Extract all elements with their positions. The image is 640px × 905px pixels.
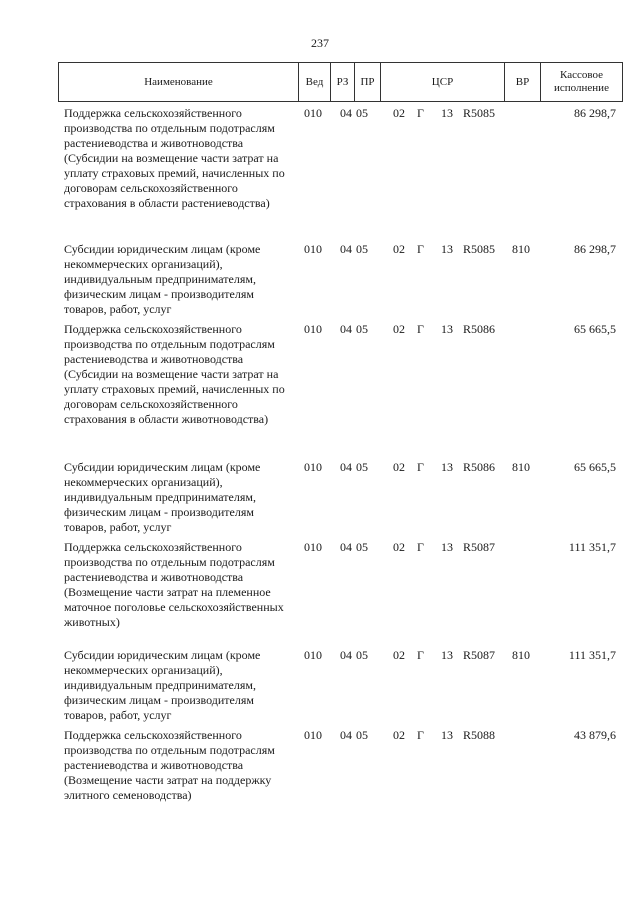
row-amount: 86 298,7 <box>574 242 616 256</box>
row-ved: 010 <box>304 728 322 742</box>
row-csr-3: 13 <box>441 540 453 554</box>
row-amount: 111 351,7 <box>568 540 616 554</box>
row-rz: 04 <box>340 728 352 742</box>
row-csr-2: Г <box>417 322 424 336</box>
row-rz: 04 <box>340 106 352 120</box>
row-pr: 05 <box>356 728 368 742</box>
row-rz: 04 <box>340 242 352 256</box>
row-vr: 810 <box>512 460 530 474</box>
row-ved: 010 <box>304 540 322 554</box>
row-amount: 86 298,7 <box>574 106 616 120</box>
row-csr-1: 02 <box>393 106 405 120</box>
row-pr: 05 <box>356 540 368 554</box>
header-rz: РЗ <box>331 63 355 101</box>
row-csr-1: 02 <box>393 728 405 742</box>
header-csr: ЦСР <box>381 63 505 101</box>
row-name: Поддержка сельскохозяйственного производства по отдельным подотраслям растениеводства и животноводства (Возмещение части затрат на племенное маточное поголовье сельскохозяйственных животных) <box>64 540 284 629</box>
row-csr-4: R5086 <box>463 460 496 474</box>
row-csr-3: 13 <box>441 728 453 742</box>
row-pr: 05 <box>356 106 368 120</box>
header-pr: ПР <box>355 63 381 101</box>
row-csr-2: Г <box>417 106 424 120</box>
row-amount: 43 879,6 <box>574 728 616 742</box>
row-pr: 05 <box>356 648 368 662</box>
row-ved: 010 <box>304 322 322 336</box>
row-name: Субсидии юридическим лицам (кроме некоммерческих организаций), индивидуальным предпринимателям, физическим лицам - производителям товаров, работ, услуг <box>64 648 261 722</box>
row-vr: 810 <box>512 242 530 256</box>
row-csr-3: 13 <box>441 648 453 662</box>
row-csr-4: R5087 <box>463 648 496 662</box>
row-pr: 05 <box>356 242 368 256</box>
row-csr-4: R5085 <box>463 106 496 120</box>
table-header <box>58 62 623 102</box>
row-csr-4: R5086 <box>463 322 496 336</box>
row-csr-1: 02 <box>393 460 405 474</box>
row-csr-2: Г <box>417 540 424 554</box>
row-ved: 010 <box>304 242 322 256</box>
row-ved: 010 <box>304 106 322 120</box>
page-number: 237 <box>311 36 329 50</box>
row-pr: 05 <box>356 322 368 336</box>
row-csr-2: Г <box>417 648 424 662</box>
row-vr: 810 <box>512 648 530 662</box>
row-csr-1: 02 <box>393 242 405 256</box>
row-rz: 04 <box>340 322 352 336</box>
row-csr-2: Г <box>417 728 424 742</box>
row-rz: 04 <box>340 540 352 554</box>
row-csr-3: 13 <box>441 460 453 474</box>
row-csr-2: Г <box>417 460 424 474</box>
row-csr-1: 02 <box>393 540 405 554</box>
row-name: Поддержка сельскохозяйственного производства по отдельным подотраслям растениеводства и животноводства (Субсидии на возмещение части затрат на уплату страховых премий, начисленных по договорам сельскохозяйственного страхования в области растениеводства) <box>64 106 285 210</box>
row-csr-1: 02 <box>393 648 405 662</box>
row-name: Субсидии юридическим лицам (кроме некоммерческих организаций), индивидуальным предпринимателям, физическим лицам - производителям товаров, работ, услуг <box>64 242 261 316</box>
row-csr-3: 13 <box>441 322 453 336</box>
row-rz: 04 <box>340 648 352 662</box>
row-csr-4: R5088 <box>463 728 496 742</box>
header-amount: Кассовое исполнение <box>554 69 609 94</box>
row-ved: 010 <box>304 460 322 474</box>
row-csr-4: R5087 <box>463 540 496 554</box>
row-ved: 010 <box>304 648 322 662</box>
row-amount: 65 665,5 <box>574 322 616 336</box>
row-csr-4: R5085 <box>463 242 496 256</box>
row-amount: 111 351,7 <box>568 648 616 662</box>
row-csr-3: 13 <box>441 242 453 256</box>
header-name: Наименование <box>59 63 299 101</box>
row-name: Поддержка сельскохозяйственного производства по отдельным подотраслям растениеводства и животноводства (Субсидии на возмещение части затрат на уплату страховых премий, начисленных по договорам сельскохозяйственного страхования в области животноводства) <box>64 322 285 426</box>
row-name: Субсидии юридическим лицам (кроме некоммерческих организаций), индивидуальным предпринимателям, физическим лицам - производителям товаров, работ, услуг <box>64 460 261 534</box>
header-vr: ВР <box>505 63 541 101</box>
row-csr-1: 02 <box>393 322 405 336</box>
row-amount: 65 665,5 <box>574 460 616 474</box>
row-csr-2: Г <box>417 242 424 256</box>
row-name: Поддержка сельскохозяйственного производства по отдельным подотраслям растениеводства и животноводства (Возмещение части затрат на поддержку элитного семеноводства) <box>64 728 275 802</box>
row-pr: 05 <box>356 460 368 474</box>
header-ved: Вед <box>299 63 331 101</box>
row-rz: 04 <box>340 460 352 474</box>
row-csr-3: 13 <box>441 106 453 120</box>
